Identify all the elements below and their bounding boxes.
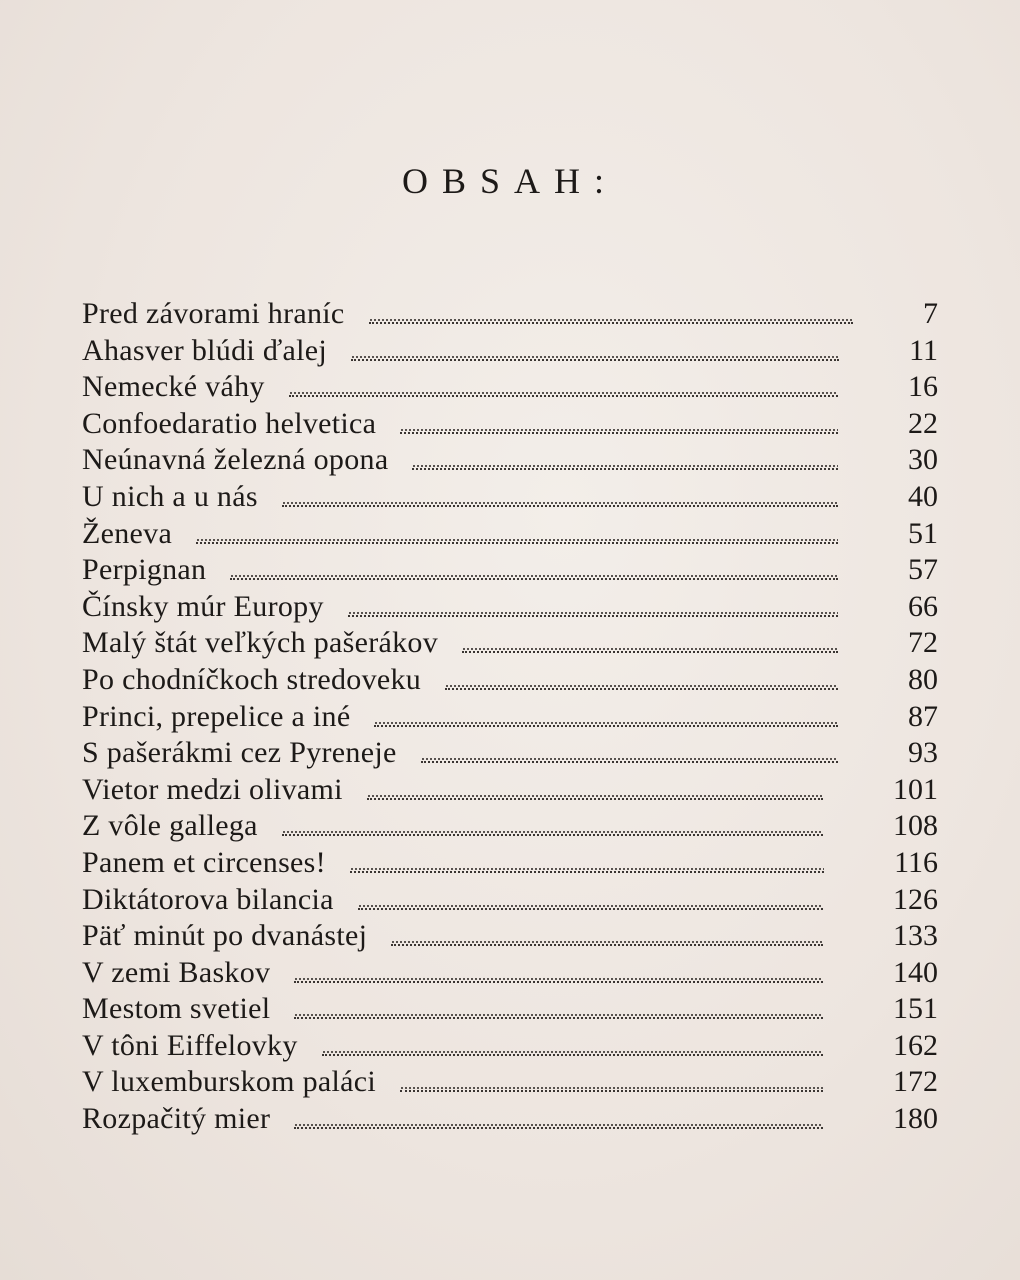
toc-entry-page: 101 (893, 772, 938, 806)
toc-entry-title: Mestom svetiel (82, 992, 271, 1026)
toc-entry (82, 406, 938, 443)
toc-entry-page: 116 (894, 845, 938, 879)
toc-entry (82, 1064, 938, 1101)
dot-leader (400, 1080, 823, 1092)
toc-entry-title: V zemi Baskov (82, 955, 271, 989)
page-title: OBSAH: (401, 161, 619, 201)
toc-entry-page: 80 (908, 662, 938, 696)
toc-entry-title: Z vôle gallega (82, 809, 258, 843)
toc-entry-title: Čínsky múr Europy (82, 589, 324, 623)
toc-entry-page: 180 (893, 1102, 938, 1136)
dot-leader (282, 495, 838, 507)
toc-entry-page: 11 (909, 333, 938, 367)
toc-entry (82, 918, 938, 955)
dot-leader (351, 349, 839, 361)
dot-leader (348, 605, 838, 617)
dot-leader (358, 898, 823, 910)
toc-entry (82, 552, 938, 589)
dot-leader (412, 458, 838, 470)
dot-leader (230, 568, 838, 580)
toc-entry-title: U nich a u nás (82, 479, 258, 513)
dot-leader (421, 751, 838, 763)
toc-entry-title: S pašerákmi cez Pyreneje (82, 736, 397, 770)
toc-entry (82, 845, 938, 882)
toc-entry-title: Malý štát veľkých pašerákov (82, 626, 439, 660)
toc-entry (82, 882, 938, 919)
toc-entry-title: V luxemburskom paláci (82, 1065, 377, 1099)
toc-entry-title: Confoedaratio helvetica (82, 406, 377, 440)
toc-entry-page: 133 (893, 919, 938, 953)
toc-entry (82, 955, 938, 992)
toc-entry-title: Diktátorova bilancia (82, 882, 334, 916)
toc-entry-page: 72 (908, 626, 938, 660)
dot-leader (445, 678, 838, 690)
dot-leader (289, 385, 838, 397)
toc-entry-page: 57 (908, 553, 938, 587)
dot-leader (367, 788, 823, 800)
toc-entry (82, 735, 938, 772)
toc-entry-title: Perpignan (82, 553, 207, 587)
dot-leader (322, 1044, 823, 1056)
toc-entry-page: 16 (908, 370, 938, 404)
toc-entry-page: 40 (908, 479, 938, 513)
toc-entry-page: 51 (908, 516, 938, 550)
toc-entry (82, 333, 938, 370)
toc-entry (82, 662, 938, 699)
dot-leader (196, 532, 838, 544)
toc-entry-title: Neúnavná železná opona (82, 443, 389, 477)
dot-leader (369, 312, 853, 324)
toc-entry (82, 479, 938, 516)
toc-entry (82, 442, 938, 479)
dot-leader (294, 971, 823, 983)
toc-entry-page: 108 (893, 809, 938, 843)
toc-entry-page: 87 (908, 699, 938, 733)
dot-leader (462, 641, 838, 653)
toc-entry-page: 151 (893, 992, 938, 1026)
toc-entry-title: Nemecké váhy (82, 370, 265, 404)
toc-entry (82, 589, 938, 626)
toc-entry (82, 1028, 938, 1065)
toc-entry-page: 66 (908, 589, 938, 623)
toc-entry-title: Po chodníčkoch stredoveku (82, 662, 422, 696)
toc-entry-page: 162 (893, 1028, 938, 1062)
toc-entry-page: 30 (908, 443, 938, 477)
toc-entry (82, 808, 938, 845)
toc-entry-title: Ahasver blúdi ďalej (82, 333, 328, 367)
toc-entry-title: Ženeva (82, 516, 173, 550)
toc-entry-title: Päť minút po dvanástej (82, 919, 368, 953)
toc-entry-page: 140 (893, 955, 938, 989)
toc-entry-title: Rozpačitý mier (82, 1102, 271, 1136)
toc-entry-page: 126 (893, 882, 938, 916)
toc-entry-page: 22 (908, 406, 938, 440)
toc-entry-page: 172 (893, 1065, 938, 1099)
toc-entry (82, 625, 938, 662)
dot-leader (350, 861, 824, 873)
toc-entry-title: V tôni Eiffelovky (82, 1028, 298, 1062)
toc-entry (82, 772, 938, 809)
toc-entry (82, 516, 938, 553)
toc-entry (82, 991, 938, 1028)
dot-leader (294, 1117, 823, 1129)
table-of-contents (82, 296, 938, 1138)
toc-entry (82, 296, 938, 333)
toc-entry-title: Panem et circenses! (82, 845, 326, 879)
dot-leader (374, 715, 838, 727)
dot-leader (391, 934, 823, 946)
toc-entry-title: Vietor medzi olivami (82, 772, 343, 806)
toc-entry-page: 93 (908, 736, 938, 770)
dot-leader (294, 1007, 823, 1019)
dot-leader (400, 422, 838, 434)
dot-leader (282, 824, 823, 836)
toc-entry-title: Princi, prepelice a iné (82, 699, 351, 733)
toc-entry (82, 699, 938, 736)
toc-entry-page: 7 (923, 297, 938, 330)
toc-entry-title: Pred závorami hraníc (82, 297, 345, 330)
toc-entry (82, 369, 938, 406)
toc-entry (82, 1101, 938, 1138)
